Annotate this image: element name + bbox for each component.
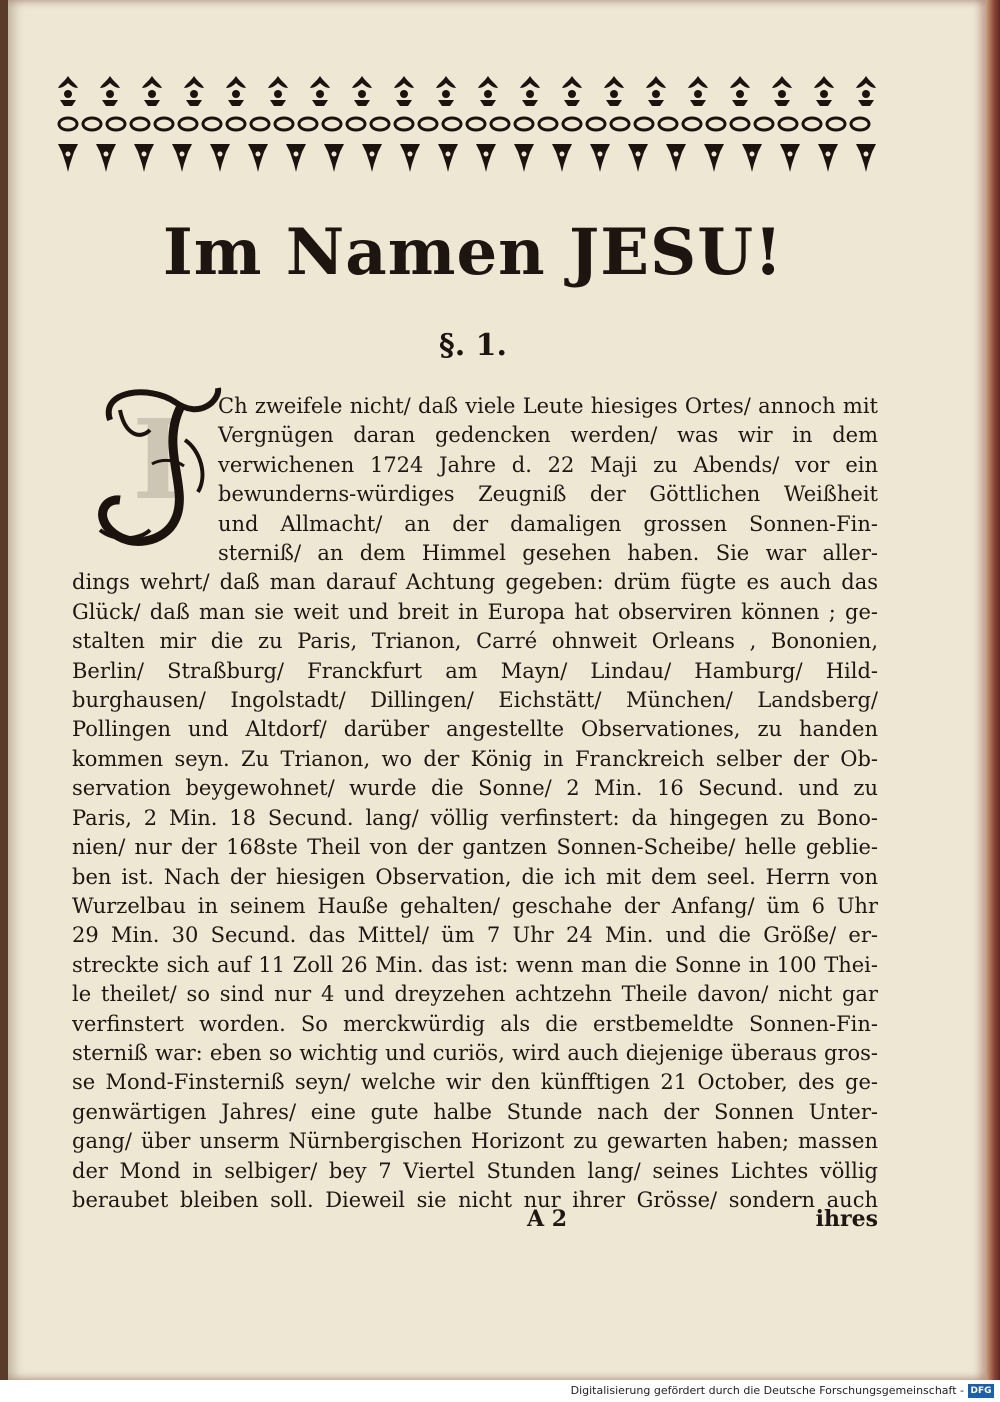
credit-text: Digitalisierung gefördert durch die Deutsche Forschungsgemeinschaft - [570,1384,964,1397]
book-page [8,0,986,1380]
text-line: ben ist. Nach der hiesigen Observation, die ich mit dem seel. Herrn von [72,864,878,889]
text-line: verwichenen 1724 Jahre d. 22 Maji zu Abends/ vor ein [218,452,878,477]
text-line: verfinstert worden. So merckwürdig als die erstbemeldte Sonnen-Fin- [72,1011,878,1036]
text-line: streckte sich auf 11 Zoll 26 Min. das ist: wenn man die Sonne in 100 Thei- [72,952,878,977]
text-line: kommen seyn. Zu Trianon, wo der König in Franckreich selber der Ob- [72,746,878,771]
text-line: der Mond in selbiger/ bey 7 Viertel Stunden lang/ seines Lichtes völlig [72,1158,878,1183]
text-line: 29 Min. 30 Secund. das Mittel/ üm 7 Uhr 24 Min. und die Größe/ er- [72,923,878,948]
text-line: se Mond-Finsterniß seyn/ welche wir den künfftigen 21 October, des ge- [72,1070,878,1095]
page-edge-stack [986,0,1000,1380]
page-footer [72,1206,878,1236]
text-line: burghausen/ Ingolstadt/ Dillingen/ Eichstätt/ München/ Landsberg/ [72,688,878,713]
text-line: Vergnügen daran gedencken werden/ was wir in dem [218,423,878,448]
text-line: sterniß/ an dem Himmel gesehen haben. Sie war aller- [218,541,878,566]
text-line: stalten mir die zu Paris, Trianon, Carré ohnweit Orleans , Bononien, [72,629,878,654]
text-line: und Allmacht/ an der damaligen grossen Sonnen-Fin- [218,511,878,536]
digitization-credit-bar [0,1380,1000,1402]
decorative-ornament-band [56,72,886,194]
ornament-row-bottom [58,144,876,172]
text-line: beraubet bleiben soll. Dieweil sie nicht nur ihrer Grösse/ sondern auch [72,1187,878,1212]
text-line: Glück/ daß man sie weit und breit in Europa hat observiren können ; ge- [72,599,878,624]
text-line: nien/ nur der 168ste Theil von der gantzen Sonnen-Scheibe/ helle geblie- [72,835,878,860]
signature-mark: A 2 [527,1206,568,1232]
text-line: Berlin/ Straßburg/ Franckfurt am Mayn/ Lindau/ Hamburg/ Hild- [72,658,878,683]
text-line: Wurzelbau in seinem Hauße gehalten/ geschahe der Anfang/ üm 6 Uhr [72,893,878,918]
section-number: §. 1. [439,328,507,363]
text-line: dings wehrt/ daß man darauf Achtung gegeben: drüm fügte es auch das [72,570,878,595]
text-line: Paris, 2 Min. 18 Secund. lang/ völlig verfinstert: da hingegen zu Bono- [72,805,878,830]
page-heading: Im Namen JESU! [162,215,784,290]
text-line: Pollingen und Altdorf/ darüber angestellte Observationes, zu handen [72,717,878,742]
ornament-row-middle [59,118,869,130]
text-line: Ch zweifele nicht/ daß viele Leute hiesiges Ortes/ annoch mit [218,394,878,418]
text-line: genwärtigen Jahres/ eine gute halbe Stunde nach der Sonnen Unter- [72,1099,878,1124]
svg-text:I: I [132,395,184,524]
catchword: ihres [815,1206,878,1232]
ornament-row-top [58,76,876,106]
text-line: gang/ über unserm Nürnbergischen Horizont zu gewarten haben; massen [72,1129,878,1154]
text-line: bewunderns-würdiges Zeugniß der Göttlichen Weißheit [218,482,878,507]
body-paragraph [72,392,878,1215]
dfg-logo-icon: DFG [968,1384,994,1398]
text-line: sterniß war: eben so wichtig und curiös, wird auch diejenige überaus gros- [72,1040,878,1065]
text-line: le theilet/ so sind nur 4 und dreyzehen achtzehn Theile davon/ nicht gar [72,982,878,1007]
text-line: servation beygewohnet/ wurde die Sonne/ 2 Min. 16 Secund. und zu [72,776,878,801]
